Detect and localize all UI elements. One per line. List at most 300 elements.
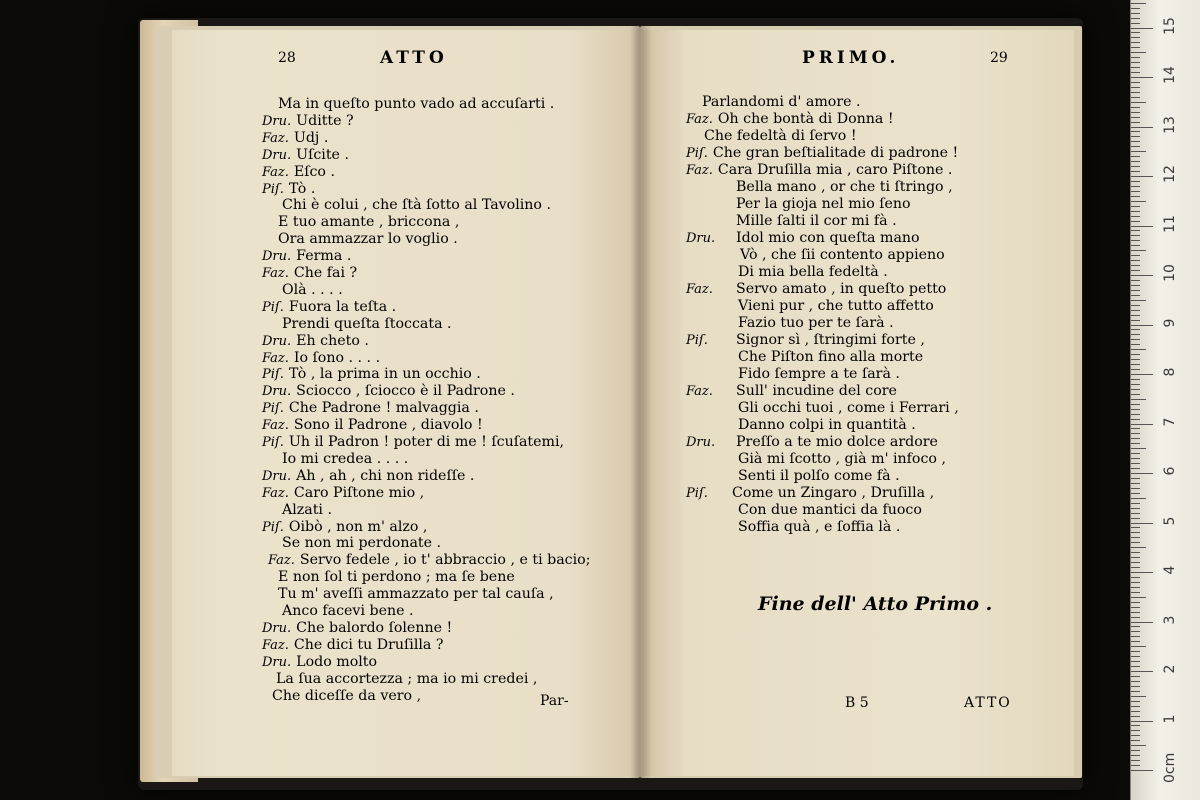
speaker-label: Dru. xyxy=(262,249,292,265)
line-text: Lodo molto xyxy=(296,653,378,670)
end-of-act-title: Fine dell' Atto Primo . xyxy=(758,593,993,615)
ruler-tick xyxy=(1131,552,1140,553)
line-text: Di mia bella fedeltà . xyxy=(738,264,888,280)
line-text: Idol mio con queſta mano xyxy=(736,230,920,246)
text-line xyxy=(740,247,945,264)
ruler-tick xyxy=(1131,473,1153,474)
ruler-tick xyxy=(1131,191,1140,192)
text-line xyxy=(282,282,343,299)
ruler-tick xyxy=(1131,77,1153,78)
ruler-tick xyxy=(1131,458,1140,459)
ruler-tick xyxy=(1131,636,1140,637)
text-line xyxy=(262,164,335,181)
ruler-tick xyxy=(1131,186,1140,187)
ruler-tick xyxy=(1131,226,1153,227)
line-text: Tò , la prima in un occhio . xyxy=(288,366,481,383)
text-line xyxy=(268,552,591,569)
speaker-label: Piſ. xyxy=(262,367,284,383)
left-page-number: 28 xyxy=(278,50,296,66)
line-text: Danno colpi in quantità . xyxy=(738,417,916,433)
ruler-tick xyxy=(1131,270,1140,271)
ruler-tick xyxy=(1131,52,1146,53)
text-line xyxy=(262,485,424,502)
ruler-label: 1 xyxy=(1162,714,1178,723)
ruler-tick xyxy=(1131,572,1153,573)
line-text: Tò . xyxy=(288,180,316,197)
line-text: Vieni pur , che tutto affetto xyxy=(738,298,934,314)
ruler-tick xyxy=(1131,557,1140,558)
line-text: Oibò , non m' alzo , xyxy=(288,518,428,535)
speaker-label: Faz. xyxy=(686,282,713,297)
ruler-tick xyxy=(1131,325,1153,326)
line-text: Che Piſton fino alla morte xyxy=(738,349,924,365)
line-text: Se non mi perdonate . xyxy=(282,535,442,552)
ruler-tick xyxy=(1131,87,1140,88)
ruler-tick xyxy=(1131,666,1140,667)
speaker-label: Dru. xyxy=(262,654,292,670)
ruler-tick xyxy=(1131,399,1146,400)
ruler-tick xyxy=(1131,339,1140,340)
ruler-tick xyxy=(1131,136,1140,137)
line-text: La ſua accortezza ; ma io mi credei , xyxy=(276,670,538,687)
line-text: Sono il Padrone , diavolo ! xyxy=(293,417,483,434)
speaker-label: Piſ. xyxy=(686,146,708,161)
ruler-tick xyxy=(1131,112,1140,113)
line-text: Olà . . . . xyxy=(282,281,343,298)
ruler-tick xyxy=(1131,582,1140,583)
ruler-tick xyxy=(1131,329,1140,330)
ruler-tick xyxy=(1131,349,1146,350)
line-text: Fazio tuo per te ſarà . xyxy=(738,315,894,331)
right-page-number: 29 xyxy=(990,50,1008,66)
line-text: Soffia quà , e ſoffia là . xyxy=(738,519,901,535)
ruler-tick xyxy=(1131,102,1146,103)
ruler-tick xyxy=(1131,547,1146,548)
line-text: Già mi ſcotto , già m' infoco , xyxy=(738,451,946,467)
ruler-tick xyxy=(1131,503,1140,504)
ruler-tick xyxy=(1131,562,1140,563)
ruler-tick xyxy=(1131,92,1140,93)
line-text: Parlandomi d' amore . xyxy=(702,94,861,110)
text-line xyxy=(262,265,357,282)
text-line xyxy=(262,333,369,350)
ruler-tick xyxy=(1131,716,1140,717)
line-text: Che fedeltà di ſervo ! xyxy=(704,128,857,144)
ruler-tick xyxy=(1131,414,1140,415)
ruler-tick xyxy=(1131,607,1140,608)
speaker-label: Piſ. xyxy=(686,486,708,501)
text-line xyxy=(738,366,900,383)
ruler-label: 11 xyxy=(1162,214,1178,233)
ruler-tick xyxy=(1131,597,1146,598)
ruler-tick xyxy=(1131,711,1140,712)
ruler-tick xyxy=(1131,656,1140,657)
text-line xyxy=(686,111,894,128)
line-text: Io mi credea . . . . xyxy=(282,450,409,467)
ruler-tick xyxy=(1131,127,1153,128)
ruler-tick xyxy=(1131,131,1140,132)
ruler-tick xyxy=(1131,28,1153,29)
ruler-tick xyxy=(1131,602,1140,603)
line-text: Io ſono . . . . xyxy=(293,349,381,366)
line-text: Sciocco , ſciocco è il Padrone . xyxy=(296,383,515,400)
text-line xyxy=(282,502,332,519)
text-line xyxy=(736,213,897,230)
ruler-tick xyxy=(1131,255,1140,256)
line-text: Che balordo ſolenne ! xyxy=(296,619,453,636)
ruler-tick xyxy=(1131,443,1140,444)
ruler-tick xyxy=(1131,47,1140,48)
speaker-label: Faz. xyxy=(262,266,289,281)
speaker-label: Piſ. xyxy=(686,333,708,348)
line-text: Che fai ? xyxy=(293,265,358,281)
ruler-tick xyxy=(1131,409,1140,410)
ruler-tick xyxy=(1131,622,1153,623)
ruler-tick xyxy=(1131,676,1140,677)
text-line xyxy=(262,366,481,383)
ruler-tick xyxy=(1131,750,1140,751)
text-line xyxy=(262,400,479,417)
ruler-tick xyxy=(1131,72,1140,73)
line-text: Ferma . xyxy=(296,248,352,265)
ruler-tick xyxy=(1131,735,1140,736)
ruler-tick xyxy=(1131,320,1140,321)
line-text: Anco facevi bene . xyxy=(282,603,414,619)
ruler-tick xyxy=(1131,379,1140,380)
text-line xyxy=(282,451,408,468)
ruler-tick xyxy=(1131,295,1140,296)
ruler-tick xyxy=(1131,107,1140,108)
ruler-label: 2 xyxy=(1162,664,1178,674)
ruler-tick xyxy=(1131,394,1140,395)
ruler-tick xyxy=(1131,706,1140,707)
ruler-tick xyxy=(1131,374,1153,375)
ruler-tick xyxy=(1131,235,1140,236)
ruler-tick xyxy=(1131,651,1140,652)
ruler-tick xyxy=(1131,686,1140,687)
line-text: Vò , che ſii contento appieno xyxy=(740,247,945,263)
text-line xyxy=(738,298,934,315)
ruler-tick xyxy=(1131,216,1140,217)
text-line xyxy=(686,145,958,162)
ruler-tick xyxy=(1131,468,1140,469)
text-line xyxy=(278,214,459,231)
speaker-label: Faz. xyxy=(686,384,713,399)
speaker-label: Dru. xyxy=(686,231,716,246)
text-line xyxy=(272,688,421,705)
ruler-tick xyxy=(1131,161,1140,162)
ruler-tick xyxy=(1131,146,1140,147)
speaker-label: Dru. xyxy=(262,113,292,129)
left-running-head: ATTO xyxy=(380,48,448,68)
ruler-tick xyxy=(1131,765,1140,766)
speaker-label: Faz. xyxy=(262,164,289,180)
ruler-tick xyxy=(1131,493,1140,494)
ruler-tick xyxy=(1131,626,1140,627)
text-line xyxy=(278,586,554,603)
ruler-tick xyxy=(1131,428,1140,429)
line-text: Uh il Padron ! poter di me ! ſcuſatemi, xyxy=(288,434,565,450)
text-line xyxy=(738,451,946,468)
text-line xyxy=(704,128,857,145)
text-line xyxy=(262,113,354,130)
line-text: Oh che bontà di Donna ! xyxy=(717,111,894,127)
ruler-tick xyxy=(1131,701,1140,702)
line-text: Caro Piſtone mio , xyxy=(293,484,425,501)
ruler-label: 15 xyxy=(1162,16,1178,35)
ruler-tick xyxy=(1131,523,1153,524)
ruler-tick xyxy=(1131,315,1140,316)
ruler-tick xyxy=(1131,181,1140,182)
text-line xyxy=(278,569,515,586)
text-line xyxy=(262,654,377,671)
ruler-tick xyxy=(1131,740,1140,741)
ruler-tick xyxy=(1131,245,1140,246)
ruler-tick xyxy=(1131,730,1140,731)
ruler-tick xyxy=(1131,587,1140,588)
ruler-tick xyxy=(1131,354,1140,355)
ruler-tick xyxy=(1131,300,1146,301)
ruler-tick xyxy=(1131,171,1140,172)
ruler-tick xyxy=(1131,57,1140,58)
speaker-label: Faz. xyxy=(262,130,289,146)
text-line xyxy=(262,620,452,637)
line-text: Come un Zingaro , Druſilla , xyxy=(732,485,935,501)
line-text: Ma in queſto punto vado ad accuſarti . xyxy=(278,96,555,112)
text-line xyxy=(738,400,959,417)
ruler-tick xyxy=(1131,527,1140,528)
ruler-label: 12 xyxy=(1162,165,1178,183)
text-line xyxy=(262,519,427,536)
signature-mark: B 5 xyxy=(845,695,869,711)
ruler-label: 4 xyxy=(1162,565,1178,575)
ruler-tick xyxy=(1131,62,1140,63)
text-line xyxy=(738,315,894,332)
ruler-tick xyxy=(1131,166,1140,167)
line-text: E non ſol ti perdono ; ma ſe bene xyxy=(278,569,515,586)
ruler-tick xyxy=(1131,488,1140,489)
ruler-tick xyxy=(1131,67,1140,68)
ruler-tick xyxy=(1131,18,1140,19)
line-text: Alzati . xyxy=(282,501,332,518)
speaker-label: Dru. xyxy=(262,468,292,484)
speaker-label: Piſ. xyxy=(262,401,284,417)
ruler-tick xyxy=(1131,646,1146,647)
ruler-tick xyxy=(1131,156,1140,157)
text-line xyxy=(262,299,396,316)
text-line xyxy=(276,671,537,688)
ruler-tick xyxy=(1131,141,1140,142)
ruler-tick xyxy=(1131,285,1140,286)
line-text: Prendi queſta ſtoccata . xyxy=(282,315,452,332)
ruler-tick xyxy=(1131,532,1140,533)
text-line xyxy=(262,417,483,434)
ruler-tick xyxy=(1131,290,1140,291)
line-text: Signor sì , ſtringimi forte , xyxy=(736,332,925,348)
ruler-tick xyxy=(1131,117,1140,118)
speaker-label: Dru. xyxy=(262,147,292,163)
line-text: Eſco . xyxy=(293,163,335,180)
speaker-label: Faz. xyxy=(268,553,295,569)
ruler-tick xyxy=(1131,617,1140,618)
ruler-tick xyxy=(1131,631,1140,632)
ruler-label: 3 xyxy=(1162,615,1178,624)
speaker-label: Dru. xyxy=(262,384,292,400)
line-text: Bella mano , or che ti ſtringo , xyxy=(736,179,953,195)
ruler-tick xyxy=(1131,681,1140,682)
text-line xyxy=(262,130,328,147)
ruler-tick xyxy=(1131,542,1140,543)
ruler-label: 0cm xyxy=(1162,752,1178,783)
text-line xyxy=(278,96,554,113)
line-text: Fido ſempre a te ſarà . xyxy=(738,366,900,382)
ruler-tick xyxy=(1131,592,1140,593)
ruler-tick xyxy=(1131,641,1140,642)
text-line xyxy=(738,349,923,366)
text-line xyxy=(736,383,897,400)
text-line xyxy=(282,316,452,333)
speaker-label: Piſ. xyxy=(262,519,284,535)
line-text: Mille ſalti il cor mi fà . xyxy=(736,213,897,229)
text-line xyxy=(736,281,946,298)
ruler-tick xyxy=(1131,344,1140,345)
text-line xyxy=(738,264,888,281)
text-line xyxy=(738,502,922,519)
ruler-tick xyxy=(1131,122,1140,123)
text-line xyxy=(736,434,938,451)
speaker-label: Dru. xyxy=(262,620,292,636)
line-text: Sull' incudine del core xyxy=(736,383,897,399)
line-text: Cara Druſilla mia , caro Piſtone . xyxy=(717,162,953,178)
line-text: Uſcite . xyxy=(296,146,349,163)
speaker-label: Faz. xyxy=(262,637,289,653)
ruler-tick xyxy=(1131,221,1140,222)
ruler-tick xyxy=(1131,453,1140,454)
text-line xyxy=(736,179,953,196)
ruler-tick xyxy=(1131,265,1140,266)
ruler-tick xyxy=(1131,206,1140,207)
speaker-label: Faz. xyxy=(262,485,289,501)
ruler-tick xyxy=(1131,438,1140,439)
text-line xyxy=(282,197,551,214)
text-line xyxy=(736,196,911,213)
text-line xyxy=(738,519,900,536)
ruler-tick xyxy=(1131,721,1153,722)
ruler-tick xyxy=(1131,518,1140,519)
text-line xyxy=(738,468,900,485)
ruler-tick xyxy=(1131,433,1140,434)
ruler-tick xyxy=(1131,196,1140,197)
line-text: Senti il polſo come fà . xyxy=(738,468,900,484)
measuring-ruler xyxy=(1130,0,1200,800)
ruler-tick xyxy=(1131,260,1140,261)
text-line xyxy=(262,468,474,485)
ruler-label: 6 xyxy=(1162,466,1178,476)
ruler-tick xyxy=(1131,310,1140,311)
right-running-head: PRIMO. xyxy=(802,48,900,68)
ruler-tick xyxy=(1131,151,1146,152)
ruler-tick xyxy=(1131,230,1140,231)
ruler-tick xyxy=(1131,305,1140,306)
ruler-tick xyxy=(1131,755,1140,756)
ruler-tick xyxy=(1131,364,1140,365)
ruler-label: 13 xyxy=(1162,115,1178,134)
line-text: E tuo amante , briccona , xyxy=(278,214,460,231)
ruler-tick xyxy=(1131,37,1140,38)
ruler-tick xyxy=(1131,508,1140,509)
ruler-label: 7 xyxy=(1162,417,1178,426)
ruler-tick xyxy=(1131,176,1153,177)
ruler-tick xyxy=(1131,419,1140,420)
text-line xyxy=(738,417,916,434)
ruler-tick xyxy=(1131,3,1146,4)
ruler-tick xyxy=(1131,13,1140,14)
ruler-tick xyxy=(1131,384,1140,385)
line-text: Che diceſſe da vero , xyxy=(272,687,422,704)
text-line xyxy=(736,332,925,349)
ruler-tick xyxy=(1131,42,1140,43)
text-line xyxy=(282,603,414,620)
text-line xyxy=(282,535,441,552)
speaker-label: Dru. xyxy=(262,333,292,349)
ruler-tick xyxy=(1131,8,1140,9)
line-text: Ora ammazzar lo voglio . xyxy=(278,231,458,248)
ruler-tick xyxy=(1131,404,1140,405)
ruler-tick xyxy=(1131,537,1140,538)
ruler-tick xyxy=(1131,424,1153,425)
line-text: Udj . xyxy=(293,129,329,146)
text-line xyxy=(736,230,920,247)
right-catchword: ATTO xyxy=(964,695,1012,711)
speaker-label: Piſ. xyxy=(262,181,284,197)
ruler-tick xyxy=(1131,97,1140,98)
ruler-tick xyxy=(1131,770,1153,771)
ruler-tick xyxy=(1131,513,1140,514)
line-text: Con due mantici da fuoco xyxy=(738,502,922,518)
book-gutter xyxy=(630,26,652,778)
ruler-label: 5 xyxy=(1162,516,1178,525)
line-text: Per la gioja nel mio ſeno xyxy=(736,196,911,212)
text-line xyxy=(732,485,934,502)
text-line xyxy=(262,383,515,400)
ruler-tick xyxy=(1131,612,1140,613)
ruler-tick xyxy=(1131,240,1140,241)
text-line xyxy=(702,94,861,111)
speaker-label: Faz. xyxy=(686,163,713,178)
text-line xyxy=(262,248,351,265)
line-text: Che Padrone ! malvaggia . xyxy=(288,400,479,417)
ruler-tick xyxy=(1131,671,1153,672)
text-line xyxy=(262,181,315,198)
ruler-tick xyxy=(1131,745,1146,746)
ruler-tick xyxy=(1131,32,1140,33)
line-text: Chi è colui , che ſtà ſotto al Tavolino . xyxy=(282,197,551,214)
ruler-tick xyxy=(1131,369,1140,370)
speaker-label: Dru. xyxy=(686,435,716,450)
speaker-label: Faz. xyxy=(686,112,713,127)
text-line xyxy=(262,147,349,164)
line-text: Uditte ? xyxy=(296,112,354,129)
speaker-label: Faz. xyxy=(262,350,289,366)
text-line xyxy=(262,637,443,654)
ruler-tick xyxy=(1131,691,1140,692)
ruler-tick xyxy=(1131,23,1140,24)
left-catchword: Par- xyxy=(540,693,569,709)
ruler-tick xyxy=(1131,483,1140,484)
ruler-label: 8 xyxy=(1162,367,1178,377)
text-line xyxy=(262,434,564,451)
ruler-tick xyxy=(1131,448,1146,449)
